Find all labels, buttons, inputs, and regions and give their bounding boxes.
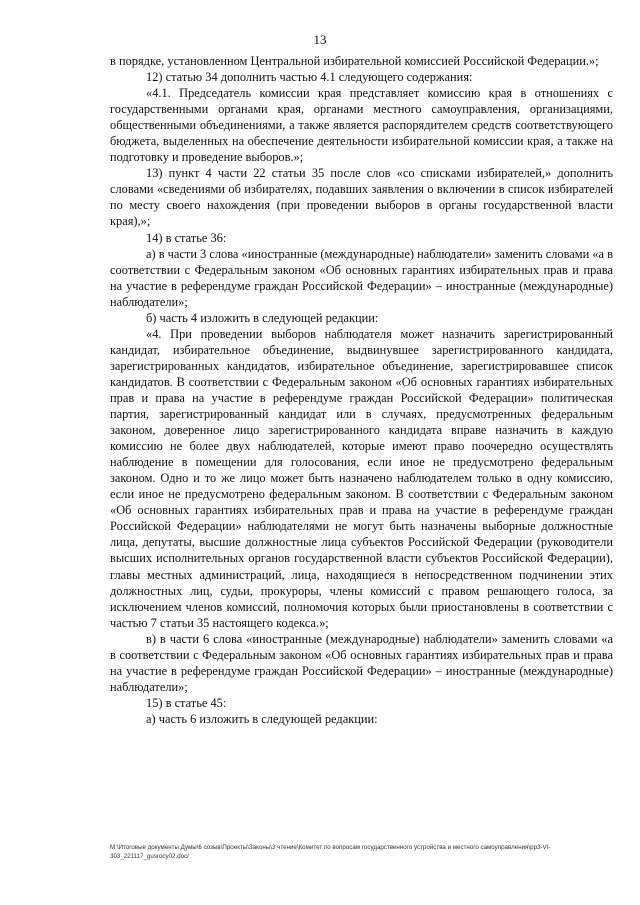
paragraph: в порядке, установленном Центральной избирательной комиссией Российской Федерации.»; [110,54,599,68]
paragraph: в) в части 6 слова «иностранные (международные) наблюдатели» заменить словами «а в соответствии с Федеральным законом «Об основных гарантиях избирательных прав и права на участие в референдуме граждан Российской Федерации» – иностранные (международные) наблюдатели»; [110,631,613,694]
paragraph: а) часть 6 изложить в следующей редакции: [146,711,378,726]
paragraph: 13) пункт 4 части 22 статьи 35 после слов «со списками избирателей,» дополнить словами «сведениями об избирателях, подавших заявления о включении в список избирателей по месту своего нахождения (при проведении выборов в органы государственной власти края),»; [110,166,613,229]
document-body [110,53,613,727]
paragraph: б) часть 4 изложить в следующей редакции: [146,310,379,325]
paragraph: «4.1. Председатель комиссии края представляет комиссию края в отношениях с государственными органами края, органами местного самоуправления, организациями, общественными объединениями, а также является распорядителем средств соответствующего бюджета, выделенных на обеспечение деятельности избирательной комиссии края, а также на подготовку и проведение выборов.»; [110,86,613,165]
paragraph: «4. При проведении выборов наблюдателя может назначить зарегистрированный кандидат, избирательное объединение, выдвинувшее зарегистрированного кандидата, зарегистрированных кандидатов, избирательное объединение, зарегистрировавшее список кандидатов. В соответствии с Федеральным законом «Об основных гарантиях избирательных прав и права на участие в референдуме граждан Российской Федерации» политическая партия, зарегистрированный кандидат или в случаях, предусмотренных федеральным законом, доверенное лицо зарегистрированного кандидата вправе назначить в каждую комиссию не более двух наблюдателей, которые имеют право поочередно осуществлять наблюдение в помещении для голосования, если иное не предусмотрено федеральным законом. Одно и то же лицо может быть назначено наблюдателем только в одну комиссию, если иное не предусмотрено федеральным законом. В соответствии с Федеральным законом «Об основных гарантиях избирательных прав и права на участие в референдуме граждан Российской Федерации» наблюдателями не могут быть назначены выборные должностные лица, депутаты, высшие должностные лица субъектов Российской Федерации (руководители высших исполнительных органов государственной власти субъектов Российской Федерации), главы местных администраций, лица, находящиеся в непосредственном подчинении этих должностных лиц, судьи, прокуроры, члены комиссий с правом решающего голоса, за исключением членов комиссий, полномочия которых были приостановлены в соответствии с частью 7 статьи 35 настоящего кодекса.»; [110,326,613,630]
paragraph: 12) статью 34 дополнить частью 4.1 следующего содержания: [146,70,473,85]
footer-file-path: M:\Итоговые документы Думы\6 созыв\Проекты\Законы\3 чтение\Комитет по вопросам государственного устройства и местного самоуправления\pp3-VI-303_221117_gusrocy02.doc/ [110,844,551,860]
paragraph: 15) в статье 45: [146,695,227,710]
paragraph: 14) в статье 36: [146,230,227,245]
paragraph: а) в части 3 слова «иностранные (международные) наблюдатели» заменить словами «а в соответствии с Федеральным законом «Об основных гарантиях избирательных прав и права на участие в референдуме граждан Российской Федерации» – иностранные (международные) наблюдатели»; [110,246,613,309]
page-number: 13 [313,32,327,47]
